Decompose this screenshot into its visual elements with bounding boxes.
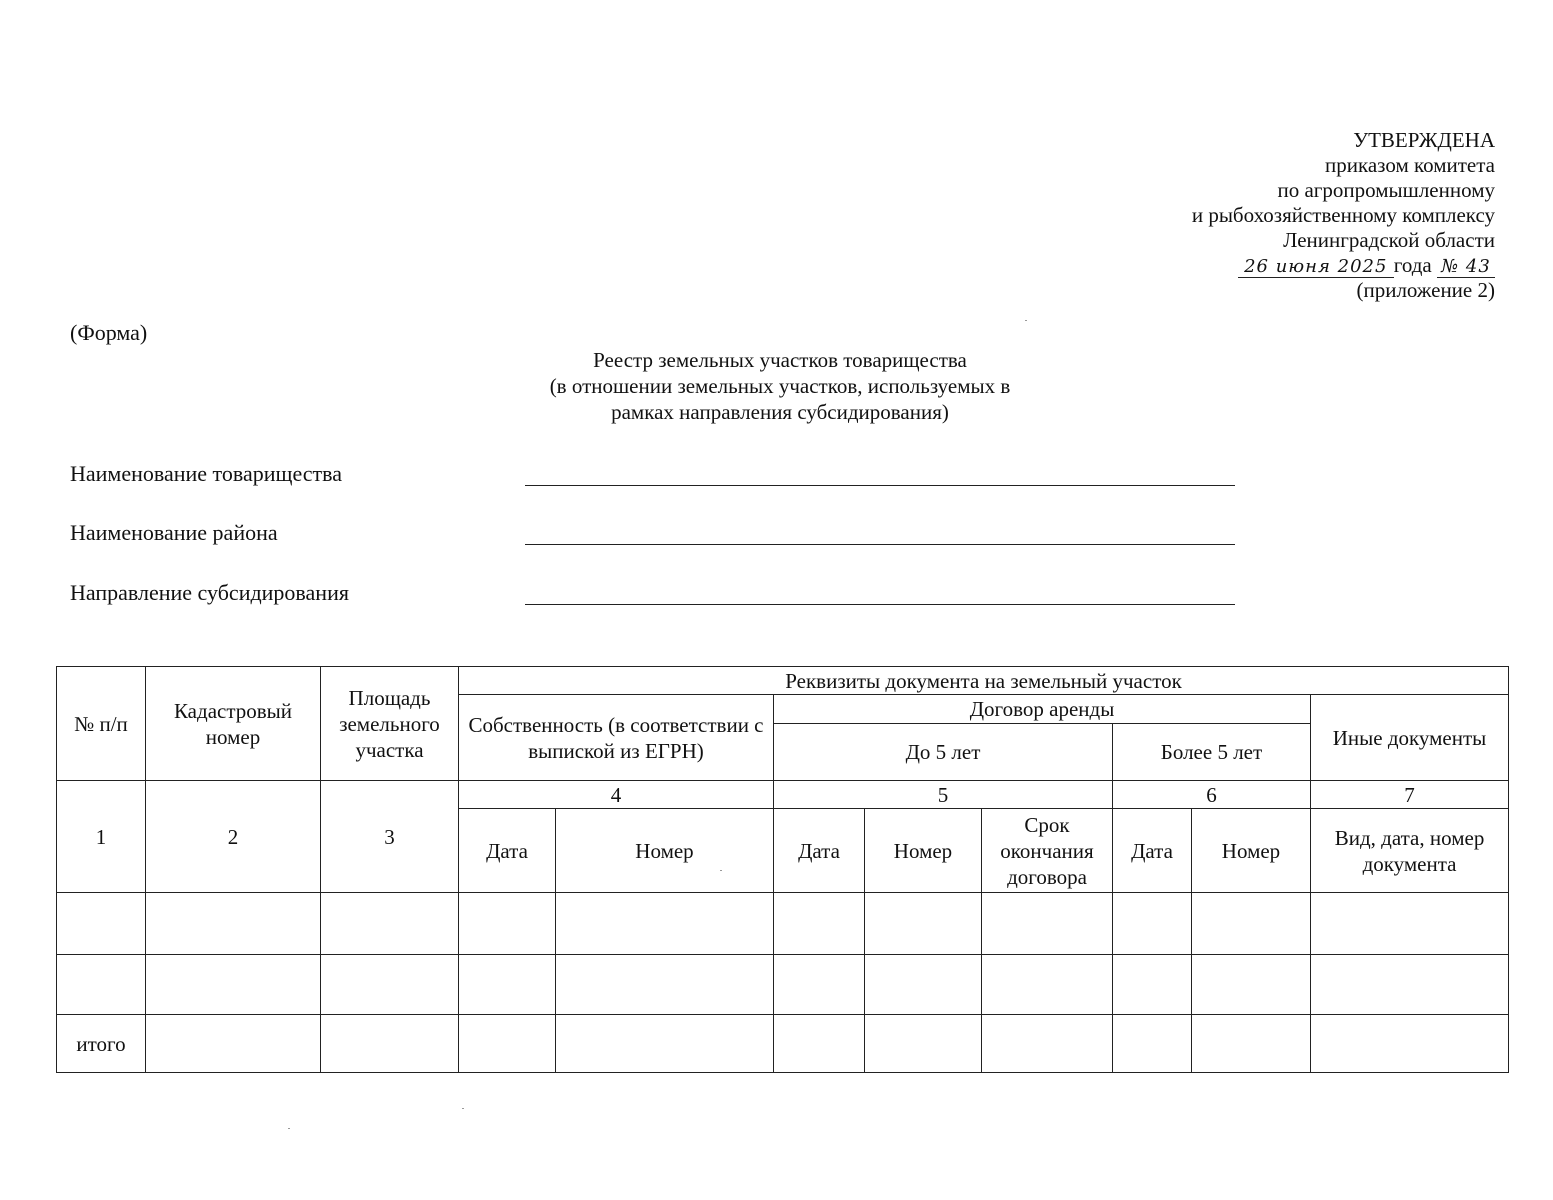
- subheader-long-lease-date: Дата: [1113, 809, 1192, 893]
- col-number-7: 7: [1311, 781, 1509, 809]
- header-requisites: Реквизиты документа на земельный участок: [459, 667, 1509, 695]
- table-cell[interactable]: [1192, 1015, 1311, 1073]
- scan-speck: [720, 870, 722, 871]
- table-cell[interactable]: [1113, 1015, 1192, 1073]
- table-cell[interactable]: [1192, 955, 1311, 1015]
- header-lease: Договор аренды: [774, 695, 1311, 724]
- field-input-district[interactable]: [525, 544, 1235, 545]
- field-label-partnership: Наименование товарищества: [70, 461, 343, 486]
- table-cell[interactable]: [865, 893, 982, 955]
- table-cell[interactable]: [459, 1015, 556, 1073]
- approval-appendix: (приложение 2): [1356, 278, 1495, 302]
- table-cell[interactable]: [1113, 893, 1192, 955]
- scan-speck: [1025, 320, 1027, 321]
- col-number-1: 1: [57, 781, 146, 893]
- col-number-3: 3: [321, 781, 459, 893]
- header-area: Площадь земельного участка: [321, 667, 459, 781]
- table-row: [57, 893, 1509, 955]
- table-cell[interactable]: [459, 893, 556, 955]
- approval-date-line: [1192, 253, 1495, 278]
- subheader-ownership-number: Номер: [556, 809, 774, 893]
- table-row-total: [57, 1015, 1509, 1073]
- table-cell[interactable]: [1113, 955, 1192, 1015]
- header-ownership: Собственность (в соответствии с выпиской из ЕГРН): [459, 695, 774, 781]
- table-cell[interactable]: [982, 893, 1113, 955]
- table-cell[interactable]: [1192, 893, 1311, 955]
- col-number-6: 6: [1113, 781, 1311, 809]
- table-cell[interactable]: [982, 955, 1113, 1015]
- subheader-other-document: Вид, дата, номер документа: [1311, 809, 1509, 893]
- land-registry-table: [56, 666, 1509, 1073]
- field-input-partnership[interactable]: [525, 485, 1235, 486]
- form-label: (Форма): [70, 320, 148, 345]
- header-other-documents: Иные документы: [1311, 695, 1509, 781]
- table-cell[interactable]: [321, 955, 459, 1015]
- approval-line-1: приказом комитета: [1324, 153, 1495, 177]
- field-label-subsidy-direction: Направление субсидирования: [70, 580, 349, 605]
- table-cell[interactable]: [57, 893, 146, 955]
- col-number-5: 5: [774, 781, 1113, 809]
- subheader-short-lease-number: Номер: [865, 809, 982, 893]
- table-row: [57, 955, 1509, 1015]
- table-cell[interactable]: [57, 955, 146, 1015]
- header-lease-under-5: До 5 лет: [774, 724, 1113, 781]
- table-cell[interactable]: [774, 955, 865, 1015]
- table-cell[interactable]: [146, 955, 321, 1015]
- approval-date: 26 июня 2025: [1238, 257, 1394, 278]
- header-cadastral-number: Кадастровый номер: [146, 667, 321, 781]
- field-input-subsidy-direction[interactable]: [525, 604, 1235, 605]
- table-cell[interactable]: [146, 1015, 321, 1073]
- subheader-ownership-date: Дата: [459, 809, 556, 893]
- document-title: [500, 347, 1060, 425]
- subheader-short-lease-date: Дата: [774, 809, 865, 893]
- table-cell[interactable]: [321, 893, 459, 955]
- table-cell[interactable]: [1311, 955, 1509, 1015]
- subheader-short-lease-end: Срок окончания договора: [982, 809, 1113, 893]
- col-number-2: 2: [146, 781, 321, 893]
- table-cell[interactable]: [865, 1015, 982, 1073]
- field-label-district: Наименование района: [70, 520, 278, 545]
- table-cell[interactable]: [556, 955, 774, 1015]
- table-cell[interactable]: [1311, 1015, 1509, 1073]
- scan-speck: [462, 1108, 464, 1109]
- table-cell[interactable]: [459, 955, 556, 1015]
- approval-line-4: Ленинградской области: [1283, 228, 1495, 252]
- title-line-2: (в отношении земельных участков, используемых в: [549, 374, 1011, 398]
- table-cell[interactable]: [774, 893, 865, 955]
- table-cell[interactable]: [1311, 893, 1509, 955]
- subheader-long-lease-number: Номер: [1192, 809, 1311, 893]
- table-cell[interactable]: [321, 1015, 459, 1073]
- title-line-3: рамках направления субсидирования): [611, 400, 949, 424]
- table-cell[interactable]: [146, 893, 321, 955]
- title-line-1: Реестр земельных участков товарищества: [593, 348, 967, 372]
- total-label: итого: [57, 1015, 146, 1073]
- scan-speck: [288, 1128, 290, 1129]
- header-num: № п/п: [57, 667, 146, 781]
- approval-block: [1192, 128, 1495, 303]
- table-cell[interactable]: [865, 955, 982, 1015]
- approval-line-2: по агропромышленному: [1277, 178, 1495, 202]
- col-number-4: 4: [459, 781, 774, 809]
- header-lease-over-5: Более 5 лет: [1113, 724, 1311, 781]
- approval-number: № 43: [1437, 257, 1495, 278]
- approval-year-word: года: [1393, 253, 1432, 277]
- table-cell[interactable]: [774, 1015, 865, 1073]
- table-cell[interactable]: [556, 893, 774, 955]
- table-cell[interactable]: [556, 1015, 774, 1073]
- table-cell[interactable]: [982, 1015, 1113, 1073]
- approval-heading: УТВЕРЖДЕНА: [1353, 128, 1495, 152]
- approval-line-3: и рыбохозяйственному комплексу: [1191, 203, 1495, 227]
